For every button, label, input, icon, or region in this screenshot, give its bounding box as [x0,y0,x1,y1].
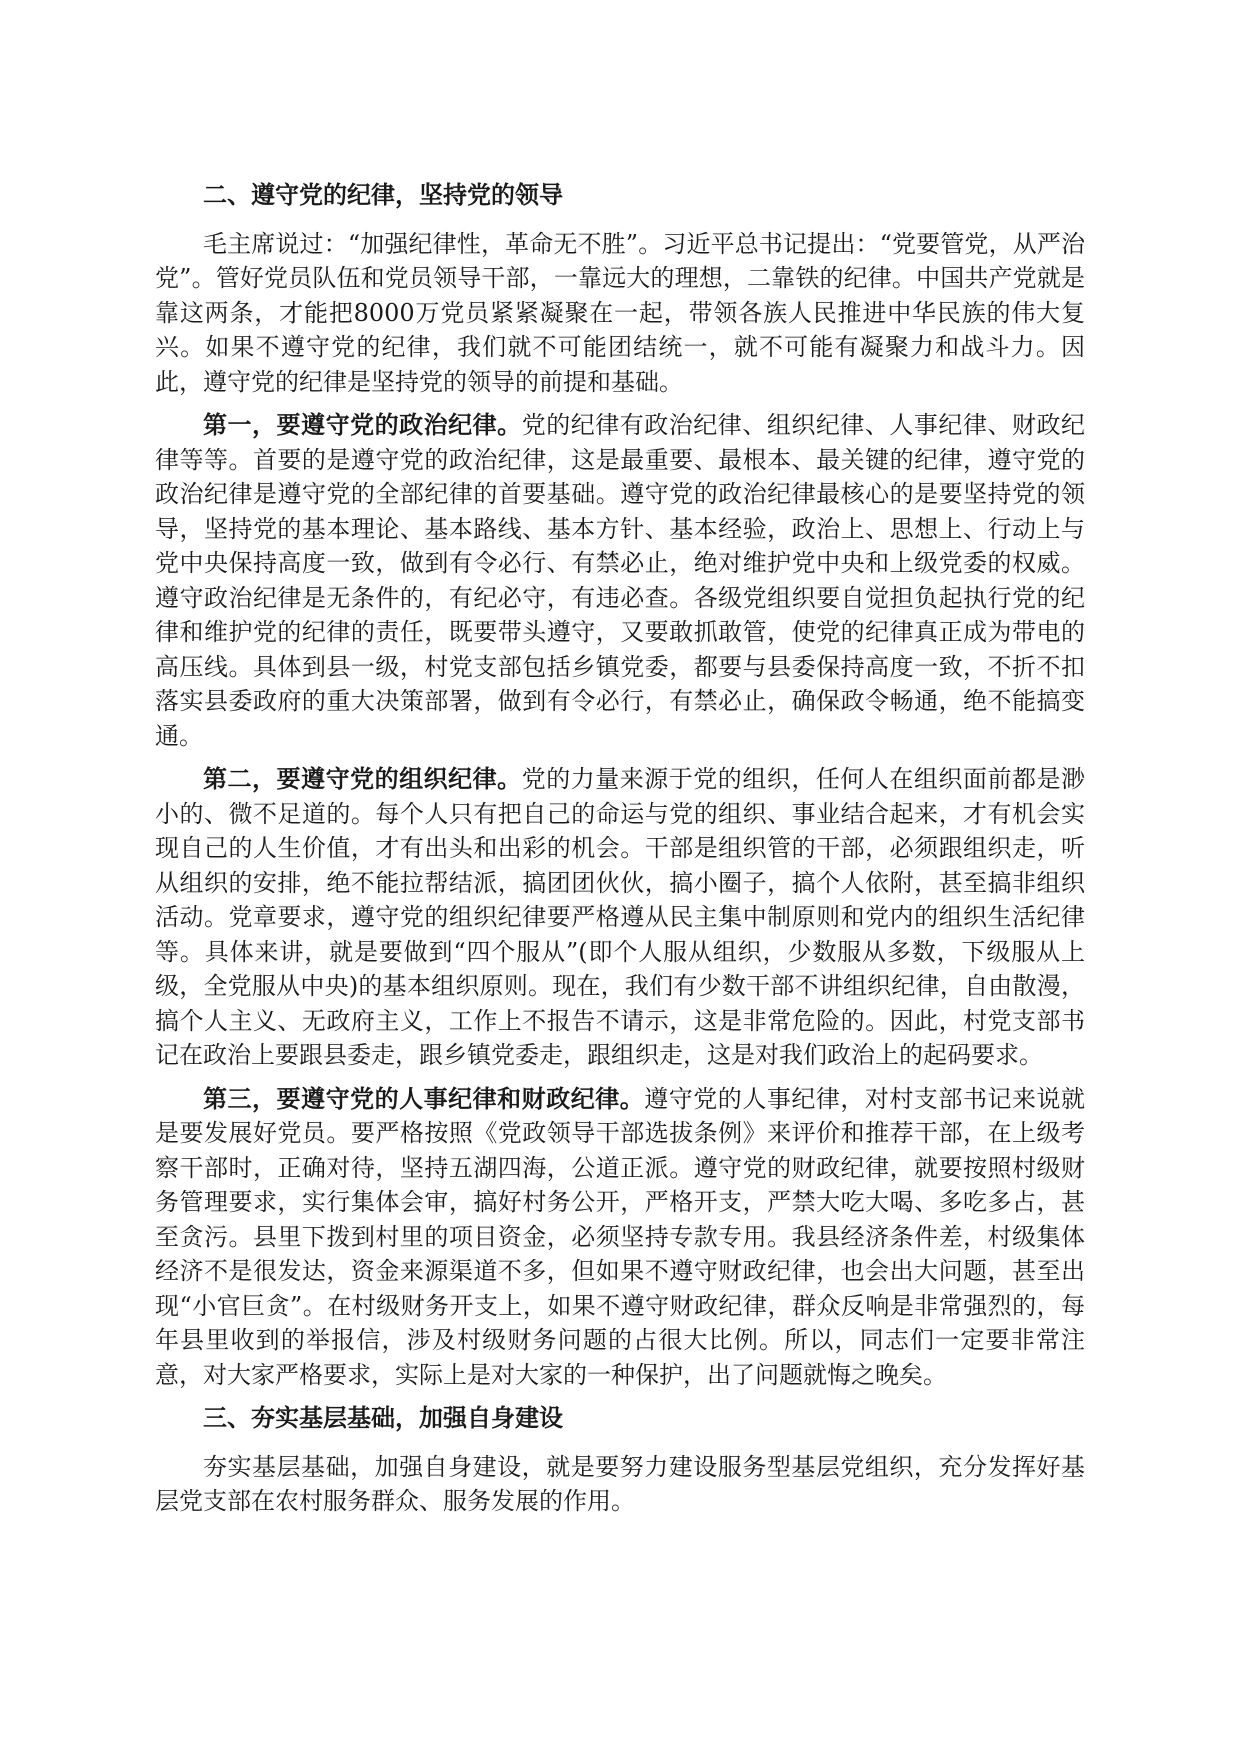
section-2-heading: 二、遵守党的纪律，坚持党的领导 [203,181,563,209]
point-2-lead: 第二，要遵守党的组织纪律。 [203,765,522,793]
point-1-paragraph [155,408,1085,753]
closing-paragraph: 夯实基层基础，加强自身建设，就是要努力建设服务型基层党组织，充分发挥好基层党支部在农村服务群众、服务发展的作用。 [155,1452,1085,1515]
point-3-paragraph [155,1082,1085,1393]
point-1-body: 党的纪律有政治纪律、组织纪律、人事纪律、财政纪律等等。首要的是遵守党的政治纪律，这是最重要、最根本、最关键的纪律，遵守党的政治纪律是遵守党的全部纪律的首要基础。遵守党的政治纪律最核心的是要坚持党的领导，坚持党的基本理论、基本路线、基本方针、基本经验，政治上、思想上、行动上与党中央保持高度一致，做到有令必行、有禁必止，绝对维护党中央和上级党委的权威。遵守政治纪律是无条件的，有纪必守，有违必查。各级党组织要自觉担负起执行党的纪律和维护党的纪律的责任，既要带头遵守，又要敢抓敢管，使党的纪律真正成为带电的高压线。具体到县一级，村党支部包括乡镇党委，都要与县委保持高度一致，不折不扣落实县委政府的重大决策部署，做到有令必行，有禁必止，确保政令畅通，绝不能搞变通。 [155,411,1086,750]
document-body [155,178,1085,1528]
point-3-body: 遵守党的人事纪律，对村支部书记来说就是要发展好党员。要严格按照《党政领导干部选拔条例》来评价和推荐干部，在上级考察干部时，正确对待，坚持五湖四海，公道正派。遵守党的财政纪律，就要按照村级财务管理要求，实行集体会审，搞好村务公开，严格开支，严禁大吃大喝、多吃多占，甚至贪污。县里下拨到村里的项目资金，必须坚持专款专用。我县经济条件差，村级集体经济不是很发达，资金来源渠道不多，但如果不遵守财政纪律，也会出大问题，甚至出现“小官巨贪”。在村级财务开支上，如果不遵守财政纪律，群众反响是非常强烈的，每年县里收到的举报信，涉及村级财务问题的占很大比例。所以，同志们一定要非常注意，对大家严格要求，实际上是对大家的一种保护，出了问题就悔之晚矣。 [155,1084,1086,1389]
point-1-lead: 第一，要遵守党的政治纪律。 [203,411,522,439]
point-3-lead: 第三，要遵守党的人事纪律和财政纪律。 [203,1084,645,1113]
intro-paragraph: 毛主席说过：“加强纪律性，革命无不胜”。习近平总书记提出：“党要管党，从严治党”。管好党员队伍和党员领导干部，一靠远大的理想，二靠铁的纪律。中国共产党就是靠这两条，才能把8000万党员紧紧凝聚在一起，带领各族人民推进中华民族的伟大复兴。如果不遵守党的纪律，我们就不可能团结统一，就不可能有凝聚力和战斗力。因此，遵守党的纪律是坚持党的领导的前提和基础。 [155,229,1085,396]
point-2-paragraph [155,762,1085,1073]
section-3-heading: 三、夯实基层基础，加强自身建设 [203,1404,563,1432]
point-2-body: 党的力量来源于党的组织，任何人在组织面前都是渺小的、微不足道的。每个人只有把自己的命运与党的组织、事业结合起来，才有机会实现自己的人生价值，才有出头和出彩的机会。干部是组织管的干部，必须跟组织走，听从组织的安排，绝不能拉帮结派，搞团团伙伙，搞小圈子，搞个人依附，甚至搞非组织活动。党章要求，遵守党的组织纪律要严格遵从民主集中制原则和党内的组织生活纪律等。具体来讲，就是要做到“四个服从”(即个人服从组织，少数服从多数，下级服从上级，全党服从中央)的基本组织原则。现在，我们有少数干部不讲组织纪律，自由散漫，搞个人主义、无政府主义，工作上不报告不请示，这是非常危险的。因此，村党支部书记在政治上要跟县委走，跟乡镇党委走，跟组织走，这是对我们政治上的起码要求。 [155,765,1086,1069]
